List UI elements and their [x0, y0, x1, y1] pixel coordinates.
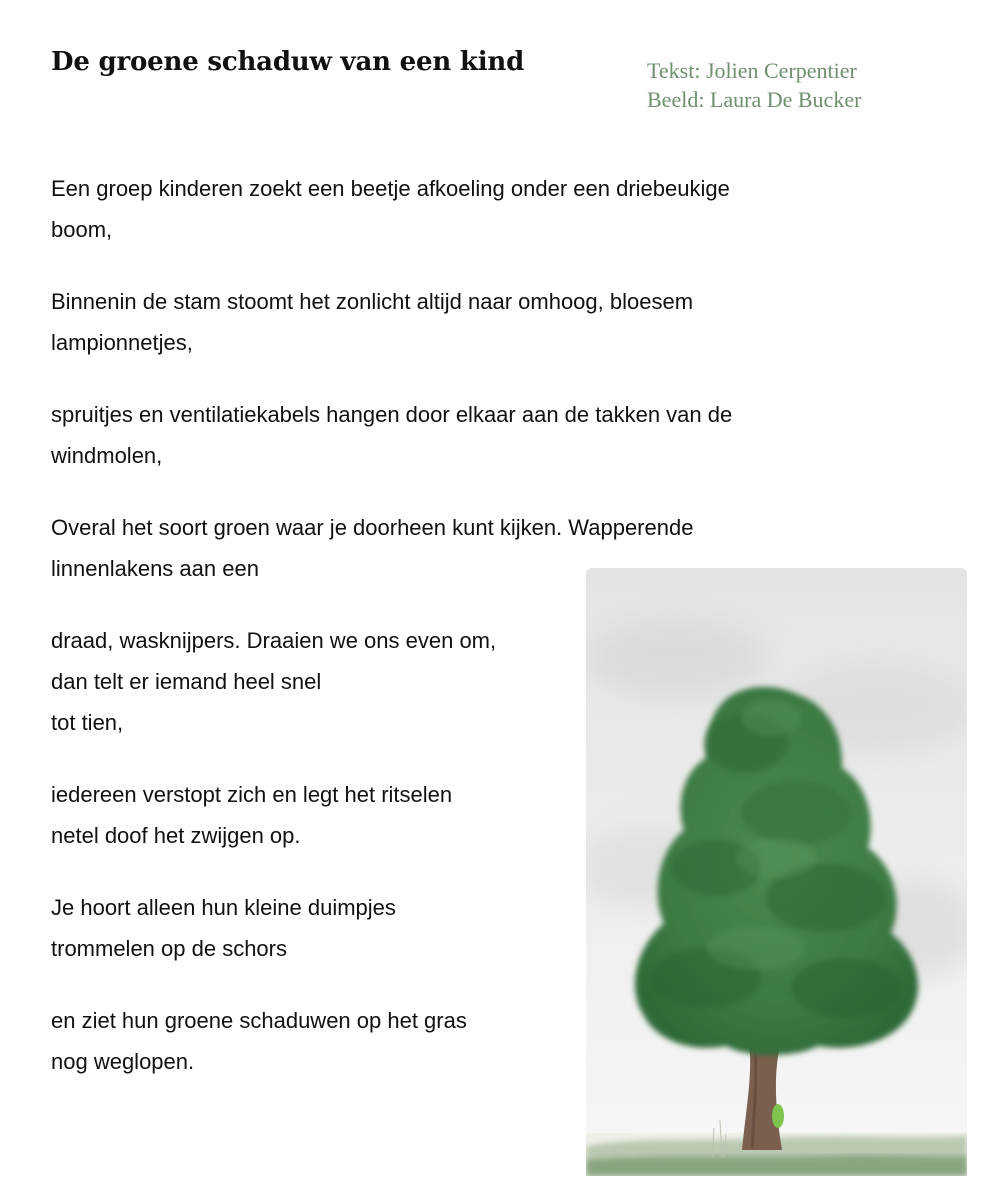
tree-icon	[586, 568, 967, 1176]
poem-line: iedereen verstopt zich en legt het ritselen	[51, 782, 453, 807]
poem-line: boom,	[51, 217, 113, 242]
poem-line: spruitjes en ventilatiekabels hangen door elkaar aan de takken van de	[51, 402, 733, 427]
poem-line: dan telt er iemand heel snel	[51, 669, 322, 694]
text-credit: Tekst: Jolien Cerpentier	[647, 58, 857, 83]
poem-line: linnenlakens aan een	[51, 556, 259, 581]
poem-line: Binnenin de stam stoomt het zonlicht altijd naar omhoog, bloesem	[51, 289, 694, 314]
stanza-3	[51, 394, 851, 476]
image-credit: Beeld: Laura De Bucker	[647, 87, 862, 112]
poem-line: Je hoort alleen hun kleine duimpjes	[51, 895, 396, 920]
stanza-1	[51, 168, 851, 250]
poem-line: windmolen,	[51, 443, 163, 468]
poem-line: draad, wasknijpers. Draaien we ons even om,	[51, 628, 497, 653]
poem-line: en ziet hun groene schaduwen op het gras	[51, 1008, 467, 1033]
tree-illustration	[586, 568, 967, 1176]
poem-title: De groene schaduw van een kind	[51, 47, 525, 77]
poem-line: tot tien,	[51, 710, 124, 735]
poem-line: Overal het soort groen waar je doorheen kunt kijken. Wapperende	[51, 515, 694, 540]
poem-line: trommelen op de schors	[51, 936, 287, 961]
credits	[647, 56, 861, 114]
poem-line: lampionnetjes,	[51, 330, 193, 355]
poem-line: nog weglopen.	[51, 1049, 195, 1074]
poem-line: Een groep kinderen zoekt een beetje afkoeling onder een driebeukige	[51, 176, 730, 201]
poem-line: netel doof het zwijgen op.	[51, 823, 301, 848]
stanza-2	[51, 281, 851, 363]
